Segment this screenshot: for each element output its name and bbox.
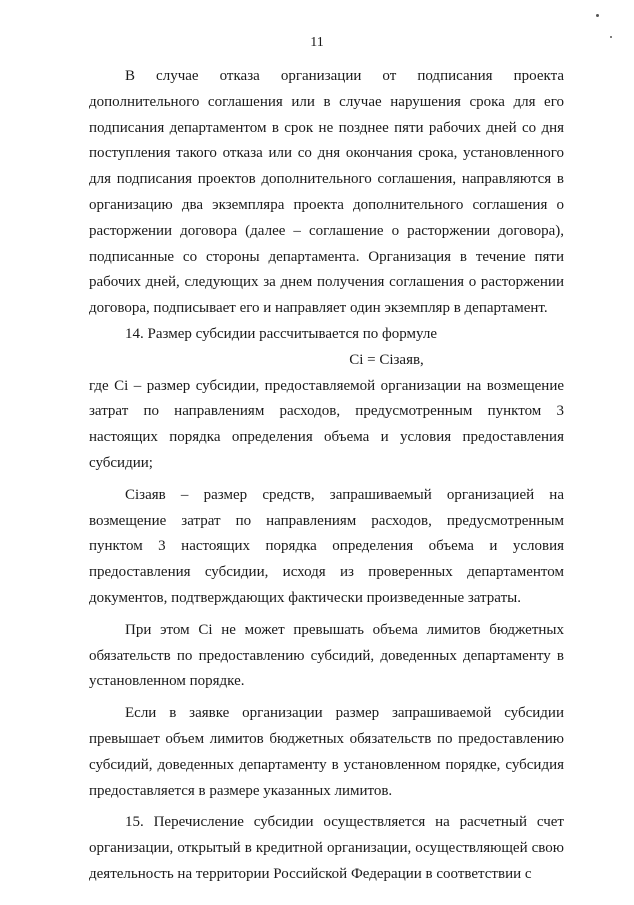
paragraph-cizayav-definition: Cізаяв – размер средств, запрашиваемый организацией на возмещение затрат по направлениям расходов, предусмотренным пунктом 3 настоящих порядка определения объема и условия предоставления субсидии, исходя из проверенных департаментом документов, подтверждающих фактически произведенные затраты. bbox=[89, 486, 564, 606]
paragraph-limit-constraint: При этом Ci не может превышать объема лимитов бюджетных обязательств по предоставлению субсидий, доведенных департаменту в установленном порядке. bbox=[89, 621, 564, 690]
formula: Ci = Cізаяв, bbox=[349, 351, 424, 368]
paragraph-15-transfer: 15. Перечисление субсидии осуществляется на расчетный счет организации, открытый в кредитной организации, осуществляющей свою деятельность на территории Российской Федерации в соответствии с bbox=[89, 814, 564, 882]
paragraph-14-subsidy-formula-intro: 14. Размер субсидии рассчитывается по формуле bbox=[125, 325, 437, 342]
scan-speck-1 bbox=[596, 14, 599, 17]
paragraph-ci-definition: где Ci – размер субсидии, предоставляемой организации на возмещение затрат по направлениям расходов, предусмотренным пунктом 3 настоящих порядка определения объема и условия предоставления субсидии; bbox=[89, 377, 564, 471]
paragraph-contract-termination: В случае отказа организации от подписания проекта дополнительного соглашения или в случае нарушения срока для его подписания департаментом в срок не позднее пяти рабочих дней со дня поступления такого отказа или со дня окончания срока, установленного для подписания проектов дополнительного соглашения, направляются в организацию два экземпляра проекта дополнительного соглашения о расторжении договора (далее – соглашение о расторжении договора), подписанные со стороны департамента. Организация в течение пяти рабочих дней, следующих за днем получения соглашения о расторжении договора, подписывает его и направляет один экземпляр в департамент. bbox=[89, 68, 564, 317]
page-number: 11 bbox=[310, 35, 324, 50]
scan-speck-2 bbox=[610, 36, 612, 38]
paragraph-excess-request: Если в заявке организации размер запрашиваемой субсидии превышает объем лимитов бюджетных обязательств по предоставлению субсидий, доведенных департаменту в установленном порядке, субсидия предоставляется в размере указанных лимитов. bbox=[89, 705, 564, 799]
document-body bbox=[89, 64, 564, 888]
